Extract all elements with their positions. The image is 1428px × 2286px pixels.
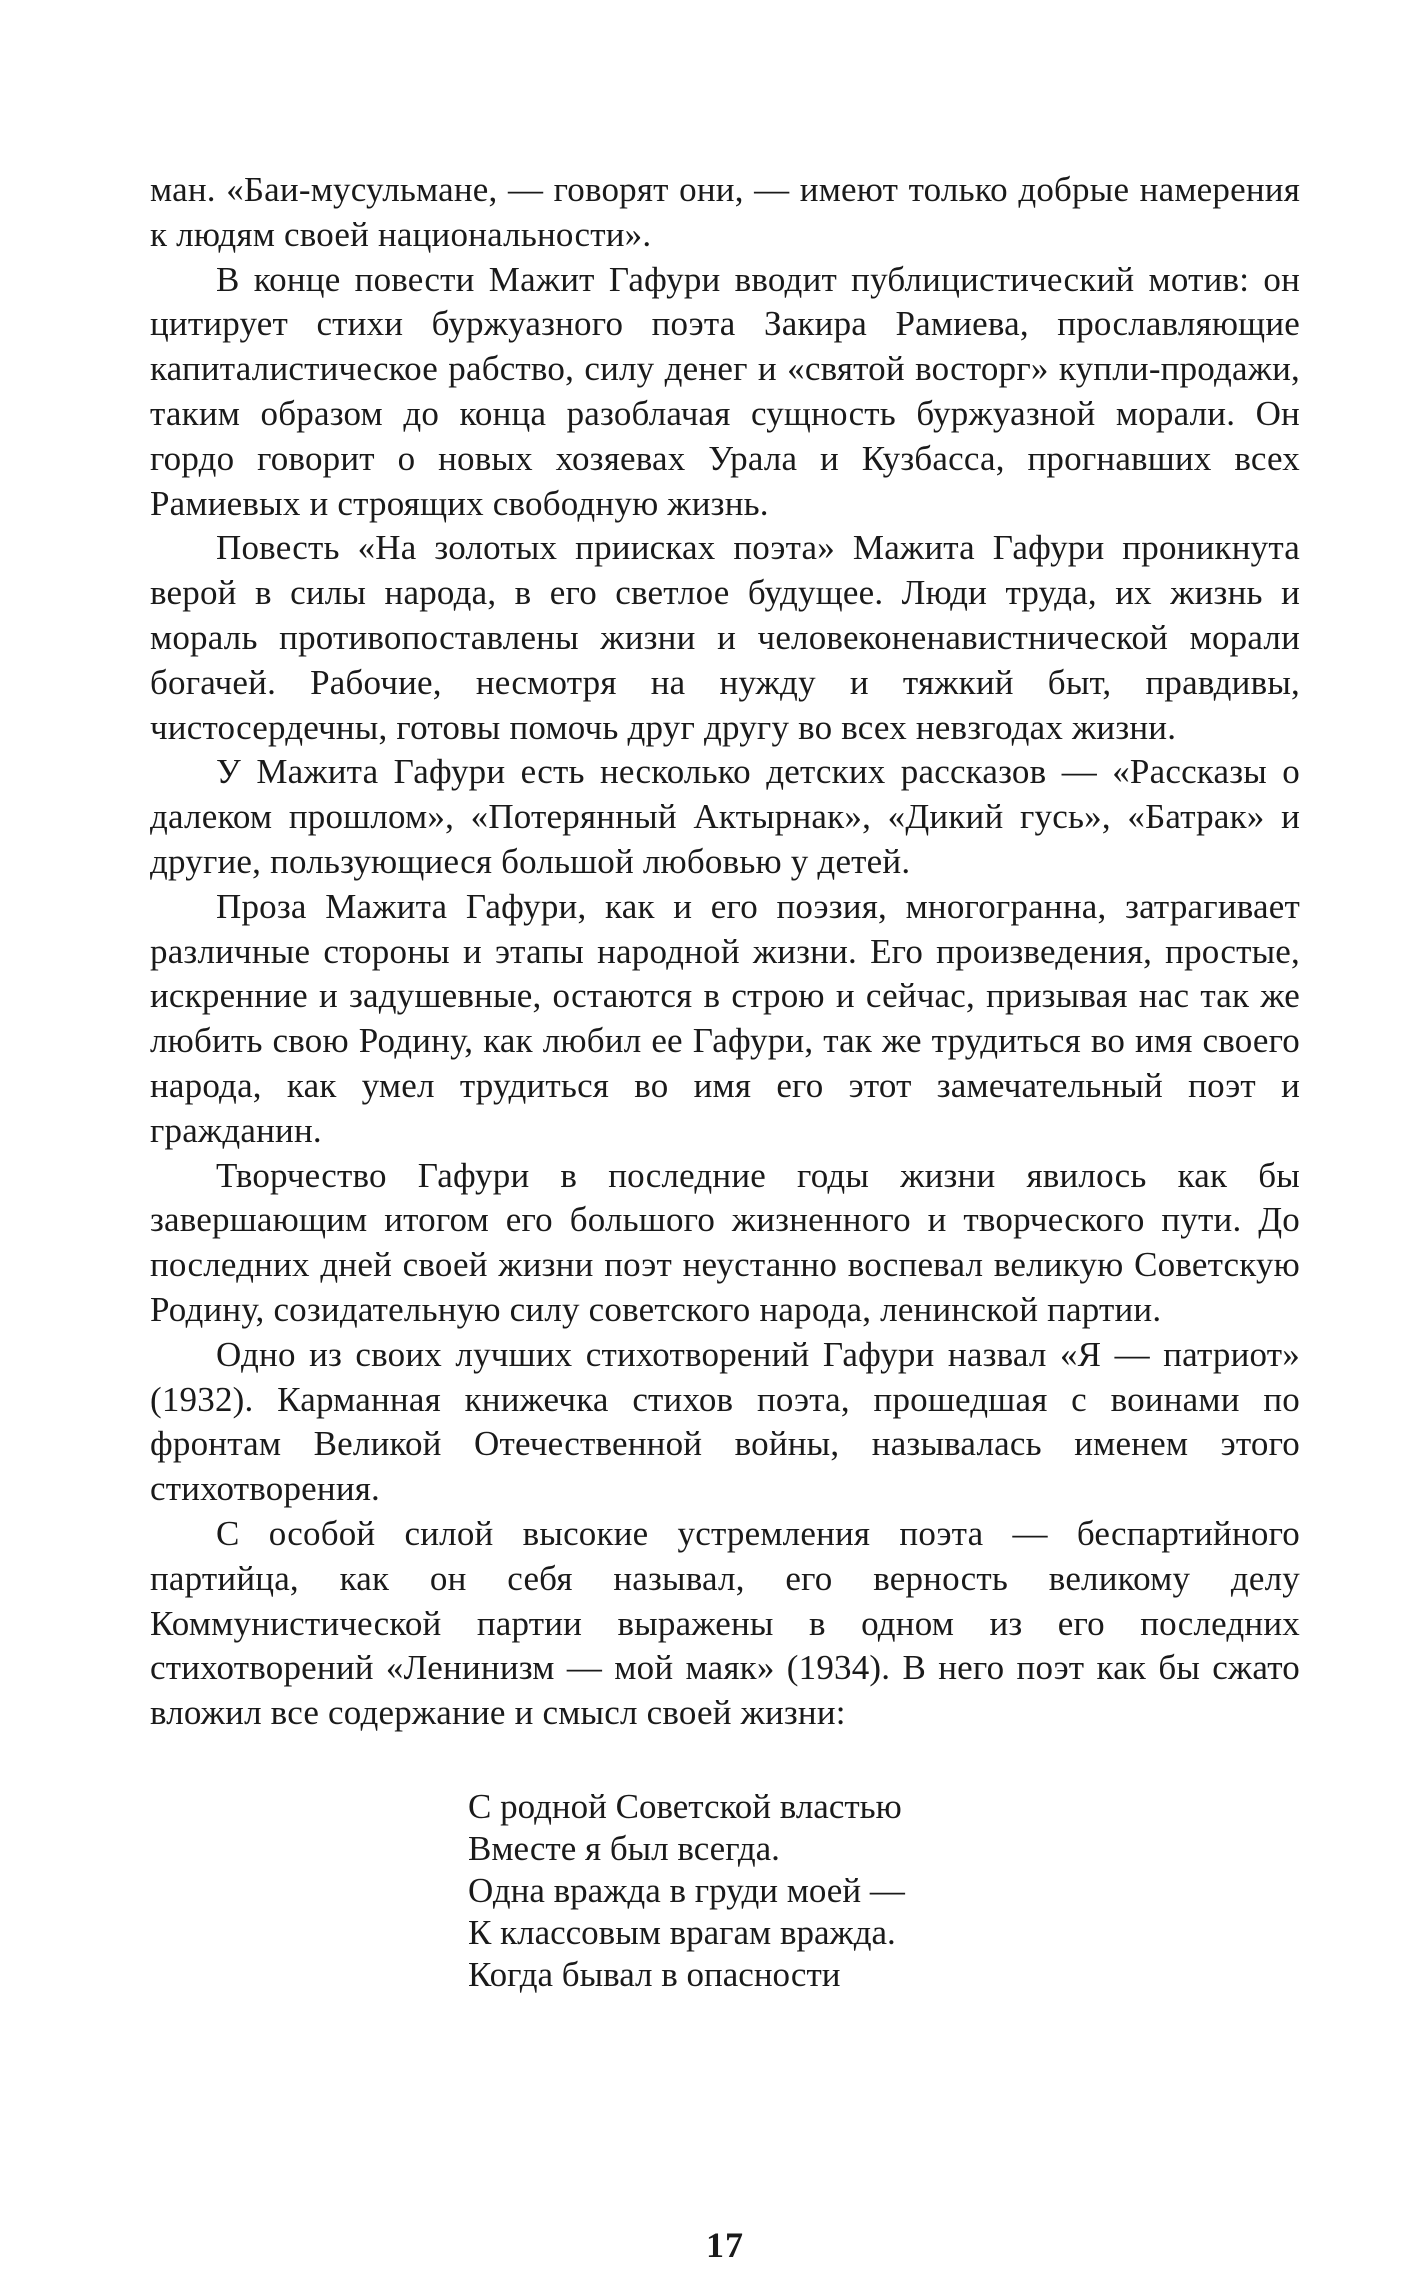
paragraph-8: С особой силой высокие устремления поэта — беспартийного партийца, как он себя называл, его верность великому делу Коммунистической партии выражены в одном из его последних стихотворений «Ленинизм — мой маяк» (1934). В него поэт как бы сжато вложил все содержание и смысл своей жизни: — [150, 1513, 1300, 1733]
poem-line: К классовым врагам вражда. — [468, 1912, 896, 1952]
paragraph-1: ман. «Баи-мусульмане, — говорят они, — имеют только добрые намерения к людям своей национальности». — [150, 170, 1300, 254]
poem-line: С родной Советской властью — [468, 1786, 902, 1826]
paragraph-3: Повесть «На золотых приисках поэта» Мажита Гафури проникнута верой в силы народа, в его светлое будущее. Люди труда, их жизнь и мораль противопоставлены жизни и человеконенавистнической морали богачей. Рабочие, несмотря на нужду и тяжкий быт, правдивы, чистосердечны, готовы помочь друг другу во всех невзгодах жизни. — [150, 528, 1300, 747]
page-number: 17 — [706, 2225, 744, 2265]
poem-line: Одна вражда в груди моей — — [468, 1870, 905, 1910]
paragraph-4: У Мажита Гафури есть несколько детских рассказов — «Рассказы о далеком прошлом», «Потерянный Актырнак», «Дикий гусь», «Батрак» и другие, пользующиеся большой любовью у детей. — [150, 752, 1300, 881]
body-text — [150, 168, 1300, 1736]
paragraph-2: В конце повести Мажит Гафури вводит публицистический мотив: он цитирует стихи буржуазного поэта Закира Рамиева, прославляющие капиталистическое рабство, силу денег и «святой восторг» купли-продажи, таким образом до конца разоблачая сущность буржуазной морали. Он гордо говорит о новых хозяевах Урала и Кузбасса, прогнавших всех Рамиевых и строящих свободную жизнь. — [150, 259, 1300, 523]
paragraph-7: Одно из своих лучших стихотворений Гафури назвал «Я — патриот» (1932). Карманная книжечка стихов поэта, прошедшая с воинами по фронтам Великой Отечественной войны, называлась именем этого стихотворения. — [150, 1334, 1300, 1509]
book-page — [150, 168, 1300, 2265]
paragraph-6: Творчество Гафури в последние годы жизни явилось как бы завершающим итогом его большого жизненного и творческого пути. До последних дней своей жизни поэт неустанно воспевал великую Советскую Родину, созидательную силу советского народа, ленинской партии. — [150, 1155, 1300, 1329]
poem-stanza — [468, 1786, 1300, 1996]
poem-line: Когда бывал в опасности — [468, 1954, 841, 1994]
poem-line: Вместе я был всегда. — [468, 1828, 780, 1868]
paragraph-5: Проза Мажита Гафури, как и его поэзия, многогранна, затрагивает различные стороны и этапы народной жизни. Его произведения, простые, искренние и задушевные, остаются в строю и сейчас, призывая нас так же любить свою Родину, как любил ее Гафури, так же трудиться во имя своего народа, как умел трудиться во имя его этот замечательный поэт и гражданин. — [150, 886, 1300, 1150]
